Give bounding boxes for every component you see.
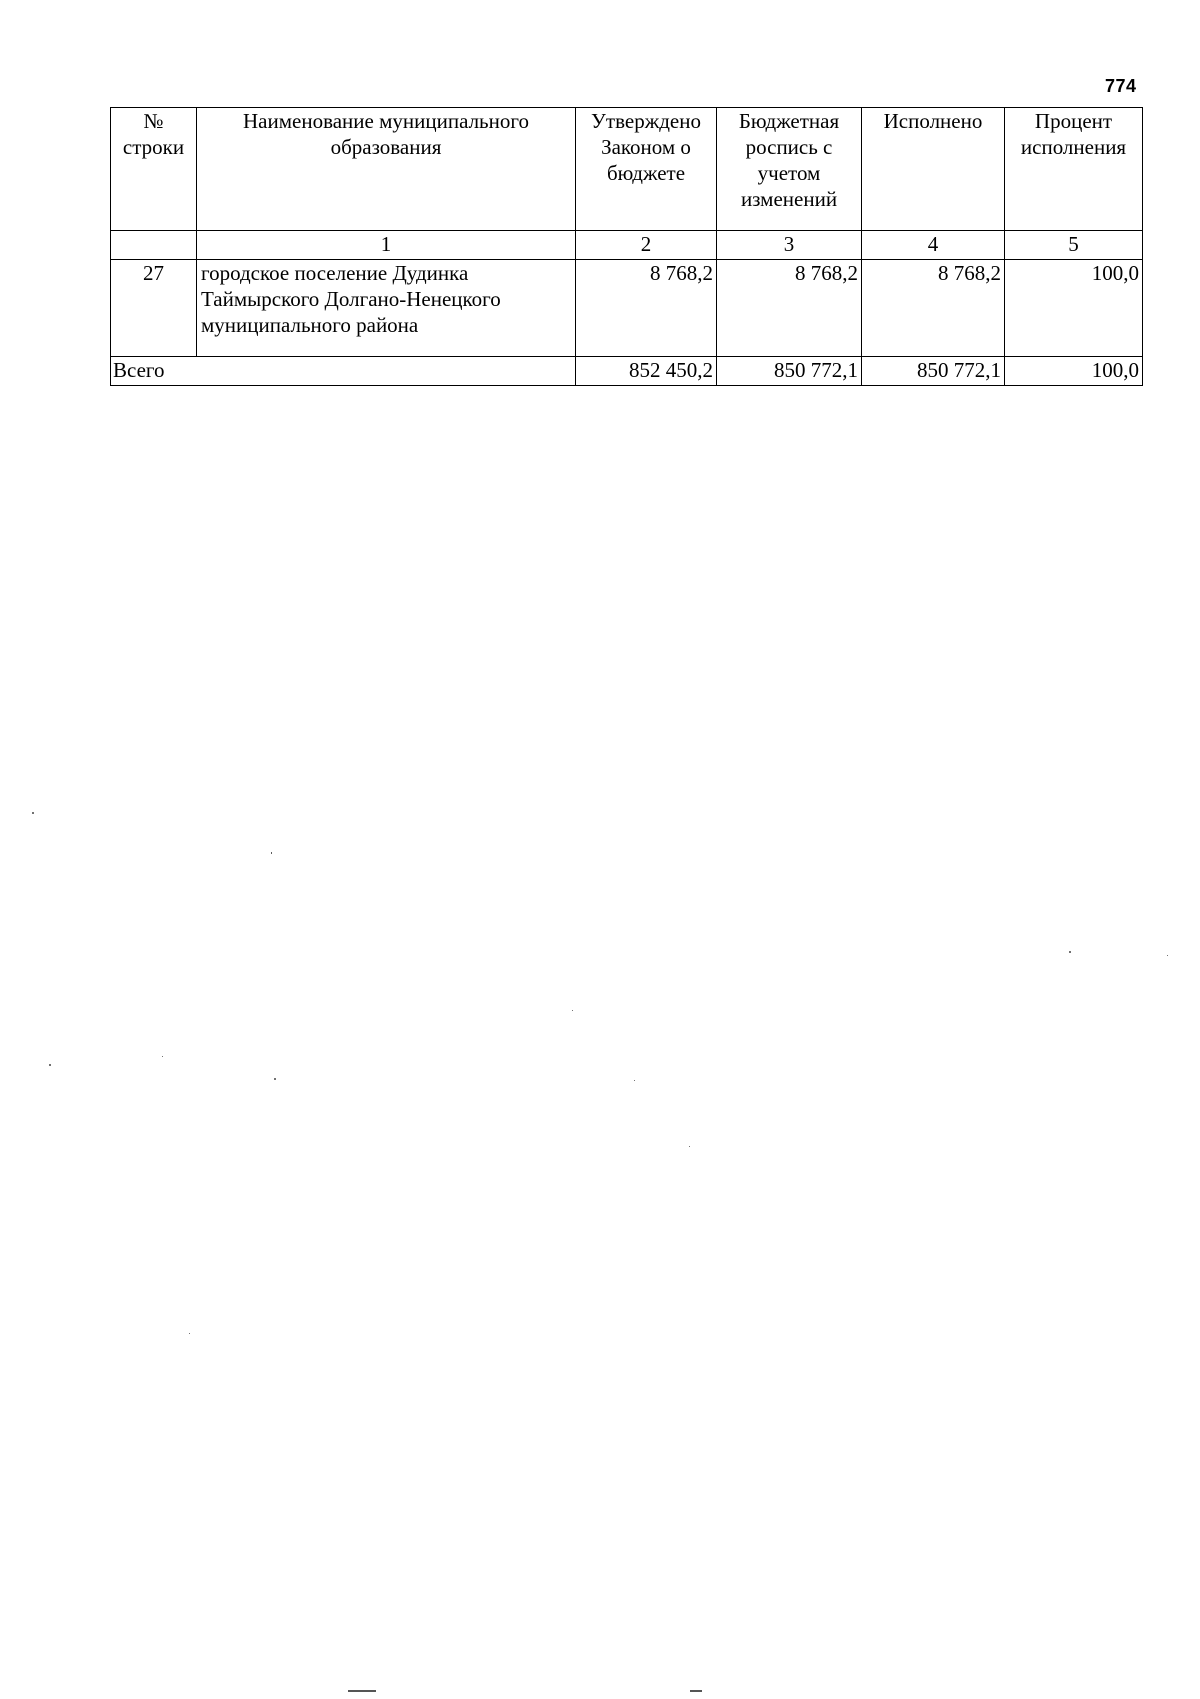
scan-speck [572, 1010, 573, 1011]
budget-list-value: 8 768,2 [717, 260, 862, 357]
executed-value: 8 768,2 [862, 260, 1005, 357]
header-budget-list: Бюджетная роспись с учетом изменений [717, 108, 862, 231]
total-label: Всего [111, 357, 576, 386]
column-number: 4 [862, 231, 1005, 260]
scan-mark [348, 1690, 376, 1692]
scan-speck [32, 812, 34, 814]
column-number: 1 [197, 231, 576, 260]
total-row [111, 357, 1143, 386]
column-number: 5 [1005, 231, 1143, 260]
total-budget-list-value: 850 772,1 [717, 357, 862, 386]
municipality-name: городское поселение Дудинка Таймырского Долгано-Ненецкого муниципального района [197, 260, 576, 357]
scan-speck [271, 852, 272, 854]
header-row-no: № строки [111, 108, 197, 231]
approved-value: 8 768,2 [576, 260, 717, 357]
column-number-row [111, 231, 1143, 260]
table-header-row [111, 108, 1143, 231]
column-number: 3 [717, 231, 862, 260]
row-number: 27 [111, 260, 197, 357]
table-row [111, 260, 1143, 357]
header-executed: Исполнено [862, 108, 1005, 231]
column-number: 2 [576, 231, 717, 260]
scan-speck [634, 1080, 635, 1081]
scan-speck [162, 1056, 163, 1057]
total-percent-value: 100,0 [1005, 357, 1143, 386]
header-percent: Процент исполнения [1005, 108, 1143, 231]
scan-speck [274, 1078, 276, 1080]
budget-execution-table [110, 107, 1143, 386]
header-name: Наименование муниципального образования [197, 108, 576, 231]
scan-speck [189, 1333, 190, 1334]
scan-speck [1167, 955, 1168, 956]
percent-value: 100,0 [1005, 260, 1143, 357]
scan-mark [690, 1690, 702, 1692]
scan-speck [1069, 951, 1071, 953]
scan-speck [689, 1146, 690, 1147]
header-approved: Утверждено Законом о бюджете [576, 108, 717, 231]
total-executed-value: 850 772,1 [862, 357, 1005, 386]
column-number-empty [111, 231, 197, 260]
page-number: 774 [1105, 76, 1137, 96]
scan-speck [49, 1064, 51, 1066]
total-approved-value: 852 450,2 [576, 357, 717, 386]
